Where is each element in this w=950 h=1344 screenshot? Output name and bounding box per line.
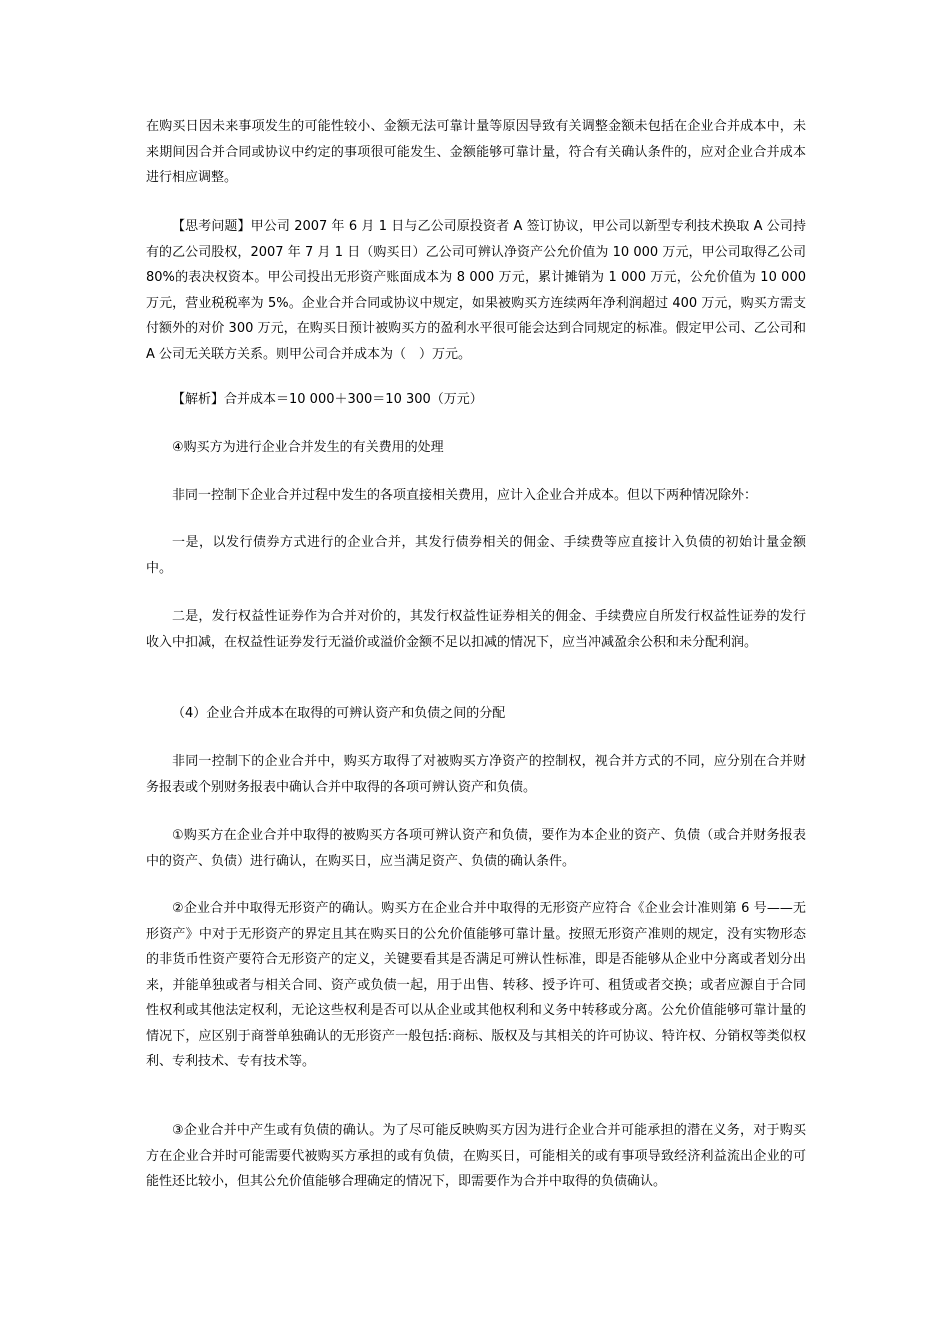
- paragraph-exception-equity: 二是，发行权益性证券作为合并对价的，其发行权益性证券相关的佣金、手续费应自所发行权益性证券的发行收入中扣减，在权益性证券发行无溢价或溢价金额不足以扣减的情况下，应当冲减盈余公积和未分配利润。: [146, 609, 806, 650]
- heading-expenses: ④购买方为进行企业合并发生的有关费用的处理: [172, 440, 444, 455]
- paragraph-question: 【思考问题】甲公司 2007 年 6 月 1 日与乙公司原投资者 A 签订协议，甲公司以新型专利技术换取 A 公司持有的乙公司股权，2007 年 7 月 1 日（购买日）乙公司可辨认净资产公允价值为 10 000 万元，甲公司取得乙公司 80%的表决权资本。甲公司投出无形资产账面成本为 8 000 万元，累计摊销为 1 000 万元，公允价值为 10 000 万元，营业税税率为 5%。企业合并合同或协议中规定，如果被购买方连续两年净利润超过 400 万元，购买方需支付额外的对价 300 万元，在购买日预计被购买方的盈利水平很可能会达到合同规定的标准。假定甲公司、乙公司和 A 公司无关联方关系。则甲公司合并成本为（ ）万元。: [146, 219, 806, 362]
- paragraph-allocation: 非同一控制下的企业合并中，购买方取得了对被购买方净资产的控制权，视合并方式的不同，应分别在合并财务报表或个别财务报表中确认合并中取得的各项可辨认资产和负债。: [146, 754, 806, 795]
- paragraph-expenses: 非同一控制下企业合并过程中发生的各项直接相关费用，应计入企业合并成本。但以下两种情况除外：: [172, 488, 758, 503]
- paragraph-analysis: 【解析】合并成本＝10 000＋300＝10 300（万元）: [172, 392, 483, 407]
- paragraph-intangible-assets: ②企业合并中取得无形资产的确认。购买方在企业合并中取得的无形资产应符合《企业会计准则第 6 号——无形资产》中对于无形资产的界定且其在购买日的公允价值能够可靠计量。按照无形资产准则的规定，没有实物形态的非货币性资产要符合无形资产的定义，关键要看其是否满足可辨认性标准，即是否能够从企业中分离或者划分出来，并能单独或者与相关合同、资产或负债一起，用于出售、转移、授予许可、租赁或者交换；或者应源自于合同性权利或其他法定权利，无论这些权利是否可以从企业或其他权利和义务中转移或分离。公允价值能够可靠计量的情况下，应区别于商誉单独确认的无形资产一般包括:商标、版权及与其相关的许可协议、特许权、分销权等类似权利、专利技术、专有技术等。: [146, 901, 806, 1069]
- paragraph-exception-bonds: 一是，以发行债券方式进行的企业合并，其发行债券相关的佣金、手续费等应直接计入负债的初始计量金额中。: [146, 535, 806, 576]
- paragraph-adjustment: 在购买日因未来事项发生的可能性较小、金额无法可靠计量等原因导致有关调整金额未包括在企业合并成本中，未来期间因合并合同或协议中约定的事项很可能发生、金额能够可靠计量，符合有关确认条件的，应对企业合并成本进行相应调整。: [146, 119, 806, 185]
- paragraph-contingent-liabilities: ③企业合并中产生或有负债的确认。为了尽可能反映购买方因为进行企业合并可能承担的潜在义务，对于购买方在企业合并时可能需要代被购买方承担的或有负债，在购买日，可能相关的或有事项导致经济利益流出企业的可能性还比较小，但其公允价值能够合理确定的情况下，即需要作为合并中取得的负债确认。: [146, 1123, 806, 1189]
- heading-allocation: （4）企业合并成本在取得的可辨认资产和负债之间的分配: [172, 706, 506, 721]
- paragraph-recognition-1: ①购买方在企业合并中取得的被购买方各项可辨认资产和负债，要作为本企业的资产、负债（或合并财务报表中的资产、负债）进行确认，在购买日，应当满足资产、负债的确认条件。: [146, 828, 806, 869]
